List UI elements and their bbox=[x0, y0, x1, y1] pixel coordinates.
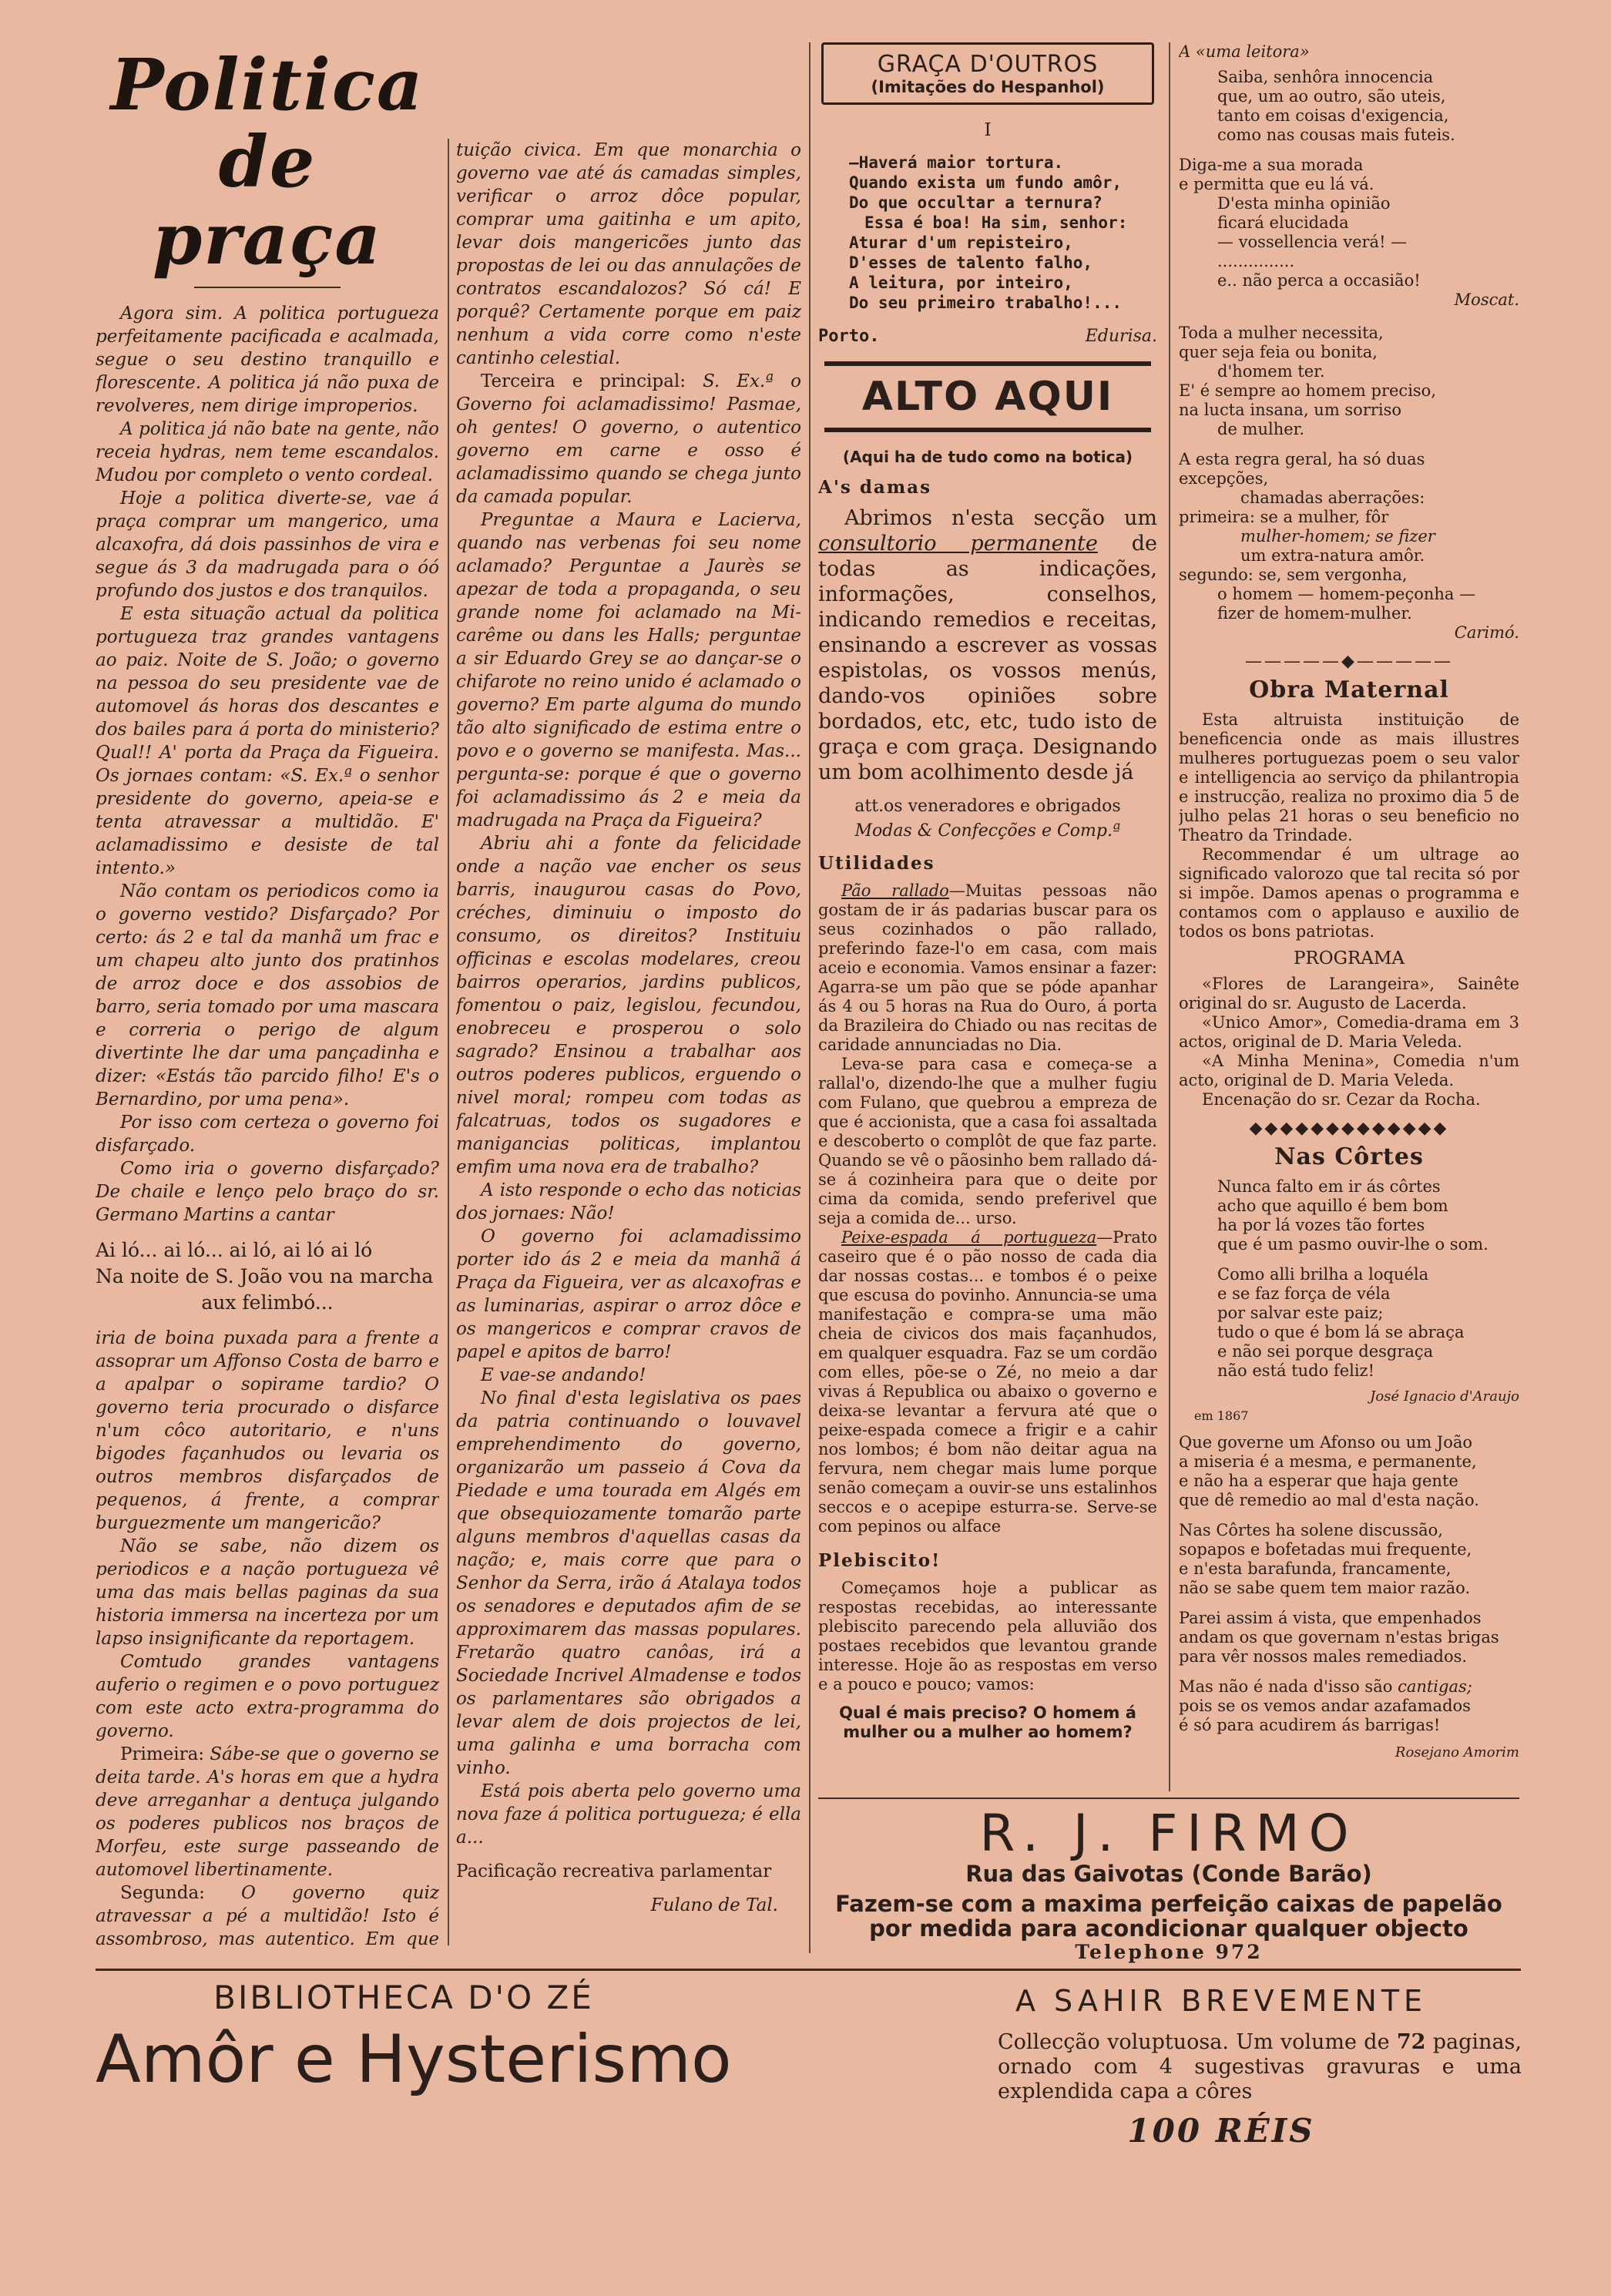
verse-line: e permitta que eu lá vá. bbox=[1179, 175, 1374, 193]
poem-line: Essa é boa! Ha sim, senhor: bbox=[864, 213, 1128, 232]
article-body-column-2 bbox=[456, 139, 801, 1917]
advertiser-address: Rua das Gaivotas (Conde Barão) bbox=[965, 1861, 1372, 1887]
poem-line: A leitura, por inteiro, bbox=[849, 274, 1073, 292]
alto-aqui-subtitle: (Aqui ha de tudo como na botica) bbox=[842, 448, 1133, 466]
verse-line: tanto em coisas d'exigencia, bbox=[1217, 106, 1449, 125]
article-body bbox=[96, 302, 439, 1227]
poem-date: em 1867 bbox=[1194, 1408, 1249, 1423]
firm-name: Modas & Confecções e Comp.ª bbox=[854, 821, 1121, 841]
program-item: «Flores de Larangeira», Sainête original do sr. Augusto de Lacerda. bbox=[1179, 975, 1519, 1012]
verse-line: Ai ló... ai ló... ai ló, ai ló ai ló bbox=[96, 1239, 373, 1261]
verse-line: não está tudo feliz! bbox=[1217, 1361, 1375, 1380]
verse-line: Na noite de S. João vou na marcha bbox=[96, 1265, 434, 1287]
advertiser-name: R. J. FIRMO bbox=[979, 1804, 1358, 1863]
paragraph: A isto responde o echo das noticias dos jornaes: Não! bbox=[456, 1180, 801, 1224]
book-description bbox=[998, 2030, 1522, 2104]
verse-line: de mulher. bbox=[1217, 420, 1305, 438]
paragraph: O governo foi aclamadissimo porter ido ás 2 e meia da manhã á Praça da Figueira, ver as alcaxofras e as luminarias, aspirar o arroz dôce e os mangericos e comprar cravos de papel e apitos de barro! bbox=[456, 1227, 801, 1362]
paragraph: Como iria o governo disfarçado? De chaile e lenço pelo braço do sr. Germano Martins a cantar bbox=[96, 1159, 439, 1225]
obra-maternal-text bbox=[1179, 710, 1519, 942]
paragraph: E vae-se andando! bbox=[481, 1365, 646, 1385]
verse-line: pois se os vemos andar azafamados bbox=[1179, 1697, 1471, 1715]
poem-line: D'esses de talento falho, bbox=[849, 253, 1093, 272]
verse-line: andam os que governam n'estas brigas bbox=[1179, 1628, 1499, 1646]
section-heading-utilidades: Utilidades bbox=[818, 853, 935, 874]
verse-line: Parei assim á vista, que empenhados bbox=[1179, 1609, 1482, 1627]
verse bbox=[1179, 1433, 1519, 1510]
song-verse bbox=[96, 1237, 439, 1316]
verse-line: Toda a mulher necessita, bbox=[1179, 324, 1384, 342]
verse-line: Nas Côrtes ha solene discussão, bbox=[1179, 1521, 1443, 1539]
humor-column bbox=[818, 42, 1157, 1791]
text: Abrimos n'esta secção um bbox=[844, 506, 1157, 530]
paragraph: Agora sim. A politica portugueza perfeitamente pacificada e acalmada, segue o seu destino tranquillo e florescente. A politica já não puxa de revolveres, nem dirige improperios. bbox=[96, 304, 439, 416]
paragraph: Não se sabe, não dizem os periodicos e a nação portugueza vê uma das mais bellas paginas da sua historia immersa na incerteza por um lapso insignificante da reportagem. bbox=[96, 1536, 439, 1649]
telephone: Telephone 972 bbox=[1075, 1941, 1263, 1963]
signature: Carimó. bbox=[1454, 623, 1519, 642]
verse-line: fizer de homem-mulher. bbox=[1217, 604, 1412, 623]
paragraph-text: S. Ex.ª o Governo foi aclamadissimo! Pasmae, oh gentes! O governo, o autentico governo em carne e osso é aclamadissimo quando se chega junto da camada popular. bbox=[456, 371, 801, 507]
banner-subtitle: (Imitações do Hespanhol) bbox=[871, 78, 1105, 96]
poem-line: Do que occultar a ternura? bbox=[849, 193, 1103, 212]
verse-line: d'homem ter. bbox=[1217, 362, 1325, 381]
program-item: «Unico Amor», Comedia-drama em 3 actos, original de D. Maria Veleda. bbox=[1179, 1013, 1519, 1051]
column-rule bbox=[1169, 42, 1170, 1791]
column-rule bbox=[809, 42, 811, 1953]
verse bbox=[1179, 156, 1519, 290]
poem-author: Edurisa. bbox=[1085, 327, 1157, 346]
article-column-1 bbox=[96, 46, 439, 1949]
verse-line: a miseria é a mesma, e permanente, bbox=[1179, 1452, 1477, 1471]
paragraph: Leva-se para casa e começa-se a rallal'o, dizendo-lhe que a mulher fugiu com Fulano, que quebrou a empreza de que é accionista, que a casa foi assaltada e descoberto o complôt de que faz parte. Quando se vê o pãosinho bem rallado dá-se á cozinheira para que o deite por cima da comida, sendo preferivel que seja a comida de... urso. bbox=[818, 1055, 1157, 1227]
poem-signature bbox=[818, 327, 1157, 346]
verse-line: aux felimbó... bbox=[201, 1291, 334, 1314]
book-title: Amôr e Hysterismo bbox=[96, 2021, 732, 2098]
program-item: Encenação do sr. Cezar da Rocha. bbox=[1202, 1090, 1481, 1109]
verse bbox=[1179, 1265, 1519, 1381]
closing-line: Pacificação recreativa parlamentar bbox=[456, 1861, 772, 1881]
verse bbox=[1179, 1609, 1519, 1667]
lead-word: Terceira e principal: bbox=[481, 371, 686, 391]
utilidades-text bbox=[818, 881, 1157, 1536]
emphasis: consultorio permanente bbox=[818, 532, 1098, 556]
verse-line: o homem — homem-peçonha — bbox=[1217, 585, 1476, 603]
verse-line: Como alli brilha a loquéla bbox=[1217, 1265, 1429, 1284]
paragraph-text: O governo quiz atravessar a pé a multidão! Isto é assombroso, mas autentico. Em que bbox=[96, 1883, 439, 1949]
page-count: 72 bbox=[1396, 2030, 1426, 2054]
verse-line: para vêr nossos males remediados. bbox=[1179, 1647, 1468, 1666]
paragraph: Não contam os periodicos como ia o governo vestido? Disfarçado? Por certo: ás 2 e tal da manhã um frac e um chapeu alto junto dos pratinhos de arroz doce e dos assobios de barro, seria tomado por uma mascara e correria o perigo de algum divertinte lhe dar uma pançadinha e dizer: «Estás tão parcido filho! E's o Bernardino, por uma pena». bbox=[96, 881, 439, 1109]
column-rule bbox=[448, 139, 449, 1945]
paragraph: Começamos hoje a publicar as respostas recebidas, ao interessante plebiscito parecendo pela alluvião dos postaes recebidos que levantou grande interesse. Hoje ão as respostas em verso e a pouco e pouco; vamos: bbox=[818, 1579, 1157, 1693]
verse-line: sopapos e bofetadas mui frequente, bbox=[1179, 1540, 1472, 1559]
verse-line: D'esta minha opinião bbox=[1217, 194, 1391, 213]
verse-line: como nas cousas mais futeis. bbox=[1217, 126, 1455, 144]
verse-line: que é um pasmo ouvir-lhe o som. bbox=[1217, 1235, 1488, 1254]
recipe-title: Pão rallado bbox=[841, 881, 949, 900]
banner-title: GRAÇA D'OUTROS bbox=[877, 51, 1099, 78]
verse-line: que, um ao outro, são uteis, bbox=[1217, 87, 1446, 106]
paragraph: Recommendar é um ultrage ao significado valorozo que tal recita só por si impõe. Damos apenas o programma e contamos com o applauso e auxilio de todos os bons patriotas. bbox=[1179, 845, 1519, 941]
poem-line: Aturar d'um repisteiro, bbox=[849, 233, 1073, 252]
verse-line: mulher-homem; se fizer bbox=[1240, 527, 1435, 545]
verse-line: na lucta insana, um sorriso bbox=[1179, 401, 1402, 419]
signature: José Ignacio d'Araujo bbox=[1370, 1388, 1519, 1405]
ad-text: por medida para acondicionar qualquer objecto bbox=[869, 1915, 1468, 1942]
paragraph: iria de boina puxada para a frente a assoprar um Affonso Costa de barro e a apalpar o sopirame tardio? O governo teria procurado o disfarce n'um côco autoritario, e n'uns bigodes façanhudos ou levaria os outros membros disfarçados de pequenos, á frente, a comprar burguezmente um mangericão? bbox=[96, 1328, 439, 1533]
verse bbox=[1179, 68, 1519, 145]
section-heading-damas: A's damas bbox=[818, 477, 932, 498]
lead-word: Primeira: bbox=[120, 1744, 205, 1764]
poem-line: Quando exista um fundo amôr, bbox=[849, 173, 1123, 192]
paragraph: Esta altruista instituição de beneficencia onde as mais illustres mulheres portuguezas poem o seu valor e intelligencia ao serviço da philantropia e instrucção, realiza no proximo dia 5 de julho pelas 21 horas o seu beneficio no Theatro da Trindade. bbox=[1179, 710, 1519, 844]
damas-text bbox=[818, 505, 1157, 785]
verse bbox=[1179, 1677, 1519, 1735]
verse-line: que dê remedio ao mal d'esta nação. bbox=[1179, 1491, 1479, 1509]
graca-doutros-banner bbox=[821, 42, 1154, 105]
verse-line: e.. não perca a occasião! bbox=[1217, 271, 1421, 290]
verse-line: Saiba, senhôra innocencia bbox=[1217, 68, 1434, 86]
poem-line: Do seu primeiro trabalho!... bbox=[849, 294, 1123, 312]
series-title: BIBLIOTHECA D'O ZÉ bbox=[213, 1979, 594, 2016]
paragraph: Comtudo grandes vantagens auferio o regimen e o povo portuguez com este acto extra-programma do governo. bbox=[96, 1652, 439, 1741]
verse-line: A esta regra geral, ha só duas excepções, bbox=[1179, 450, 1425, 488]
verse-line: ha por lá vozes tão fortes bbox=[1217, 1216, 1425, 1234]
verse-line: tudo o que é bom lá se abraça bbox=[1217, 1323, 1465, 1341]
paragraph: Abriu ahi a fonte da felicidade onde a nação vae encher os seus barris, inaugurou casas do Povo, créches, diminuiu o imposto do consumo, os direitos? Instituiu officinas e escolas modelares, creou bairros operarios, jardins publicos, fomentou o paiz, legislou, fecundou, enobreceu e prosperou o solo sagrado? Ensinou a trabalhar aos outros poderes publicos, erguendo o nivel moral; rompeu com todas as falcatruas, todos os sugadores e manigancias politicas, implantou emfim uma nova era de trabalho? bbox=[456, 834, 801, 1177]
verse bbox=[1179, 450, 1519, 623]
paragraph: tuição civica. Em que monarchia o governo vae até ás camadas simples, verificar o arroz dôce popular, comprar uma gaitinha e um apito, levar dois mangericões junto das propostas de lei ou das annulações de contratos escandalozos? Só cá! E porquê? Certamente porque em paiz nenhum a vida corre como n'este cantinho celestial. bbox=[456, 140, 801, 368]
verse-line: por salvar este paiz; bbox=[1217, 1304, 1384, 1322]
verse-line: — vossellencia verá! — bbox=[1217, 233, 1408, 251]
verse-line: e n'esta barafunda, francamente, bbox=[1179, 1559, 1452, 1578]
verse-line: quer seja feia ou bonita, bbox=[1179, 343, 1378, 361]
nas-cortes-heading: Nas Côrtes bbox=[1274, 1143, 1424, 1170]
ornament-divider: —————◆————— bbox=[1245, 652, 1453, 671]
section-heading-plebiscito: Plebiscito! bbox=[818, 1550, 941, 1571]
poem-line: —Haverá maior tortura. bbox=[849, 153, 1064, 172]
paragraph: Preguntae a Maura e Lacierva, quando nas verbenas foi seu nome aclamado? Perguntae a Jaurès se apezar de toda a propaganda, o seu grande nome foi aclamado na Mi-carême ou dans les Halls; perguntae a sir Eduardo Grey se ao dançar-se o chifarote no reino unido é aclamado o governo? Em parte alguma do mundo tão alto significado de estima entre o povo e o governo se manifesta. Mas... pergunta-se: porque é que o governo foi aclamadissimo ás 2 e meia da madrugada na Praça da Figueira? bbox=[456, 510, 801, 831]
obra-maternal-heading: Obra Maternal bbox=[1249, 676, 1449, 703]
verse-line: e se faz força de véla bbox=[1217, 1284, 1391, 1303]
author-signature: Fulano de Tal. bbox=[650, 1895, 778, 1915]
verse-line: não se sabe quem tem maior razão. bbox=[1179, 1579, 1471, 1597]
verse-line: ficará elucidada bbox=[1217, 213, 1349, 232]
verse-line: Diga-me a sua morada bbox=[1179, 156, 1364, 174]
ad-separator-rule bbox=[96, 1969, 1521, 1971]
article-column-2 bbox=[456, 139, 801, 1949]
price: 100 RÉIS bbox=[1127, 2112, 1315, 2150]
paragraph: Por isso com certeza o governo foi disfarçado. bbox=[96, 1113, 439, 1156]
paragraph: E esta situação actual da politica portugueza traz grandes vantagens ao paiz. Noite de S. João; o governo na pessoa do seu presidente vae de automovel ás horas dos descantes e dos bailes para á porta do ministerio? Qual!! A' porta da Praça da Figueira. Os jornaes contam: «S. Ex.ª o senhor presidente do governo, apeia-se e tenta atravessar a multidão. E' aclamadissimo e desiste de tal intento.» bbox=[96, 604, 439, 878]
lead-word: Segunda: bbox=[120, 1883, 205, 1903]
signature: Moscat. bbox=[1454, 290, 1519, 309]
paragraph: Hoje a politica diverte-se, vae á praça comprar um mangerico, uma alcaxofra, dá dois passinhos de vira e segue ás 3 da madrugada para o óó profundo dos justos e dos tranquilos. bbox=[96, 488, 439, 601]
verse-column bbox=[1179, 42, 1519, 1791]
verse bbox=[1179, 1177, 1519, 1254]
verse-line: primeira: se a mulher, fôr bbox=[1179, 508, 1389, 526]
article-title: Politica de praça bbox=[110, 46, 425, 280]
paragraph: A politica já não bate na gente, não receia hydras, nem teme escandalos. Mudou por completo o vento cordeal. bbox=[96, 419, 439, 485]
paragraph: Está pois aberta pelo governo uma nova faze á politica portugueza; é ella a... bbox=[456, 1781, 801, 1848]
forthcoming-notice bbox=[921, 1984, 1522, 2150]
salutation: att.os veneradores e obrigados bbox=[854, 797, 1121, 816]
title-rule bbox=[194, 287, 341, 288]
program-item: «A Minha Menina», Comedia n'um acto, original de D. Maria Veleda. bbox=[1179, 1052, 1519, 1089]
verse-line: Que governe um Afonso ou um João bbox=[1179, 1433, 1473, 1452]
verse-line: acho que aquillo é bem bom bbox=[1217, 1197, 1448, 1215]
dedication: A «uma leitora» bbox=[1179, 42, 1310, 61]
column-bottom-rule bbox=[818, 1798, 1519, 1799]
verse-line: e não ha a esperar que haja gente bbox=[1179, 1472, 1458, 1490]
ornament-divider: ◆◆◆◆◆◆◆◆◆◆◆◆◆ bbox=[1249, 1119, 1449, 1138]
poem bbox=[818, 153, 1157, 313]
verse-line: um extra-natura amôr. bbox=[1240, 546, 1425, 565]
signature: Rosejano Amorim bbox=[1395, 1744, 1519, 1761]
alto-aqui-heading: ALTO AQUI bbox=[824, 361, 1151, 432]
text: paginas, ornado com 4 sugestivas gravuras e uma explendida capa a côres bbox=[998, 2030, 1522, 2103]
verse bbox=[1179, 324, 1519, 439]
verse-line: chamadas aberrações: bbox=[1240, 488, 1425, 507]
poem-place: Porto. bbox=[818, 327, 880, 346]
verse bbox=[1179, 1521, 1519, 1598]
paragraph: No final d'esta legislativa os paes da patria continuando o louvavel emprehendimento do governo, organizarão um passeio á Cova da Piedade e uma tourada em Algés em que obsequiozamente tomarão parte alguns membros d'aquellas casas da nação; e, mais corre que para o Senhor da Serra, irão á Atalaya todos os senadores e deputados afim de se approximarem das massas populares. Fretarão quatro canôas, irá a Sociedade Incrivel Almadense e todos os parlamentares são obrigados a levar alem de dois projectos de lei, uma galinha e uma borracha com vinho. bbox=[456, 1388, 801, 1778]
verse-line: segundo: se, sem vergonha, bbox=[1179, 566, 1408, 584]
bibliotheca-advertisement bbox=[96, 1979, 912, 2098]
paragraph-text: Sábe-se que o governo se deita tarde. A's horas em que a hydra deve arreganhar a dentuça julgando os poderes publicos nos braços de Morfeu, este surge passeando de automovel libertinamente. bbox=[96, 1744, 439, 1880]
verse-line: E' é sempre ao homem preciso, bbox=[1179, 381, 1437, 400]
text: de todas as indicações, informações, conselhos, indicando remedios e receitas, ensinando a escrever as vossas espistolas, os vossos menús, dando-vos opiniões sobre bordados, etc, etc, tudo isto de graça e com graça. Designando um bom acolhimento desde já bbox=[818, 532, 1157, 784]
recipe-title: Peixe-espada á portugueza bbox=[841, 1228, 1097, 1247]
verse-line: e não sei porque desgraça bbox=[1217, 1342, 1434, 1361]
forthcoming-heading: A SAHIR BREVEMENTE bbox=[1015, 1984, 1428, 2018]
ad-text: Fazem-se com a maxima perfeição caixas de papelão bbox=[835, 1891, 1502, 1917]
verse-line: é só para acudirem ás barrigas! bbox=[1179, 1716, 1441, 1734]
programa-heading: PROGRAMA bbox=[1293, 948, 1405, 968]
programa-list bbox=[1179, 975, 1519, 1109]
article-body-continued bbox=[96, 1327, 439, 1949]
verse-line: ............... bbox=[1217, 252, 1295, 270]
damas-signature bbox=[818, 794, 1157, 844]
plebiscito-question: Qual é mais preciso? O homem á mulher ou a mulher ao homem? bbox=[839, 1704, 1136, 1741]
text: Collecção voluptuosa. Um volume de bbox=[998, 2030, 1390, 2054]
text: —Prato caseiro que é o pão nosso de cada dia dar nossas costas... e tombos é o peixe que escusa do povinho. Annuncia-se uma manifestação e compra-se uma mão cheia de civicos dos mais façanhudos, em qualquer esquadra. Faz se um cordão com elles, põe-se o Zé, no meio a dar vivas á Republica ou abaixo o governo e deixa-se levantar a fervura até que o peixe-espada comece a frigir e a cahir nos lombos; é bom não deitar agua na fervura, nem chegar mais lume porque senão começam a ouvir-se uns estalinhos seccos e o acepipe esturra-se. Serve-se com pepinos ou alface bbox=[818, 1228, 1157, 1536]
text: —Muitas pessoas não gostam de ir ás padarias buscar para os seus cozinhados o pão rallado, preferindo faze-l'o em casa, com mais aceio e economia. Vamos ensinar a fazer: Agarra-se um pão que se póde apanhar ás 4 ou 5 horas na Rua do Ouro, á porta da Brazileira do Chiado ou nas recitas de caridade annunciadas no Dia. bbox=[818, 881, 1157, 1054]
verse-line: Nunca falto em ir ás côrtes bbox=[1217, 1177, 1441, 1196]
text: Mas não é nada d'isso são bbox=[1179, 1677, 1393, 1696]
plebiscito-text bbox=[818, 1579, 1157, 1694]
emphasis: cantigas; bbox=[1398, 1677, 1472, 1696]
firmo-advertisement bbox=[818, 1804, 1519, 1963]
section-numeral: I bbox=[984, 120, 992, 140]
